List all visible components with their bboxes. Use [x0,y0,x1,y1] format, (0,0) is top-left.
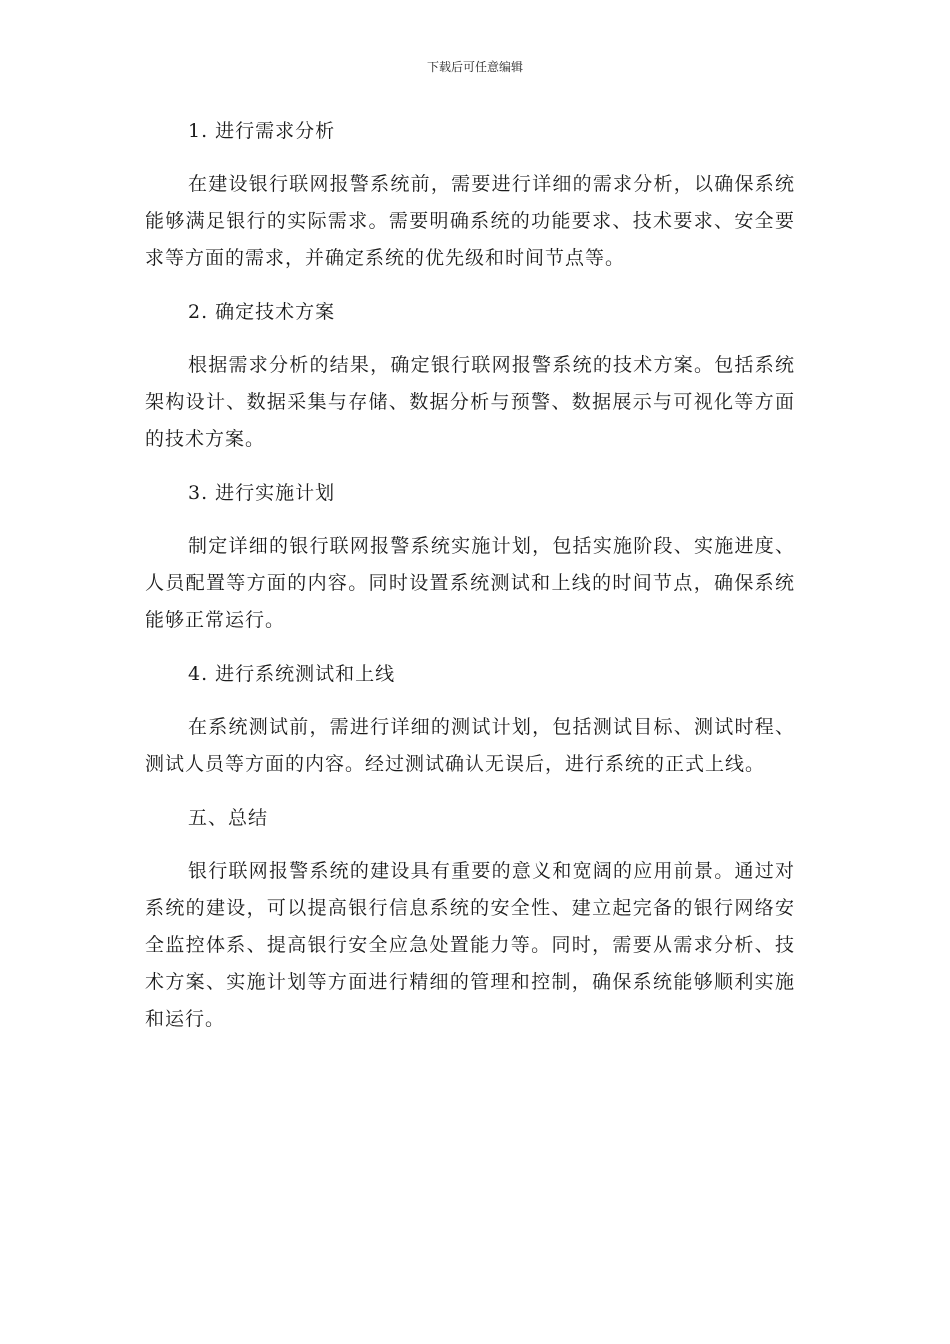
section-paragraph-technical-plan: 根据需求分析的结果，确定银行联网报警系统的技术方案。包括系统架构设计、数据采集与存储、数据分析与预警、数据展示与可视化等方面的技术方案。 [145,354,795,450]
section-paragraph-summary: 银行联网报警系统的建设具有重要的意义和宽阔的应用前景。通过对系统的建设，可以提高银行信息系统的安全性、建立起完备的银行网络安全监控体系、提高银行安全应急处置能力等。同时，需要从需求分析、技术方案、实施计划等方面进行精细的管理和控制，确保系统能够顺利实施和运行。 [145,860,795,1030]
page-header: 下载后可任意编辑 [426,60,523,74]
document-body [145,113,795,1055]
section-paragraph-testing: 在系统测试前，需进行详细的测试计划，包括测试目标、测试时程、测试人员等方面的内容。经过测试确认无误后，进行系统的正式上线。 [145,716,795,775]
section-paragraph-requirements: 在建设银行联网报警系统前，需要进行详细的需求分析，以确保系统能够满足银行的实际需求。需要明确系统的功能要求、技术要求、安全要求等方面的需求，并确定系统的优先级和时间节点等。 [145,173,795,269]
section-heading-technical-plan: 2. 确定技术方案 [188,301,336,323]
section-paragraph-implementation: 制定详细的银行联网报警系统实施计划，包括实施阶段、实施进度、人员配置等方面的内容。同时设置系统测试和上线的时间节点，确保系统能够正常运行。 [145,535,795,631]
section-heading-testing: 4. 进行系统测试和上线 [188,663,396,685]
section-heading-summary: 五、总结 [188,807,269,829]
section-heading-implementation: 3. 进行实施计划 [188,482,336,504]
section-heading-requirements: 1. 进行需求分析 [188,120,336,142]
